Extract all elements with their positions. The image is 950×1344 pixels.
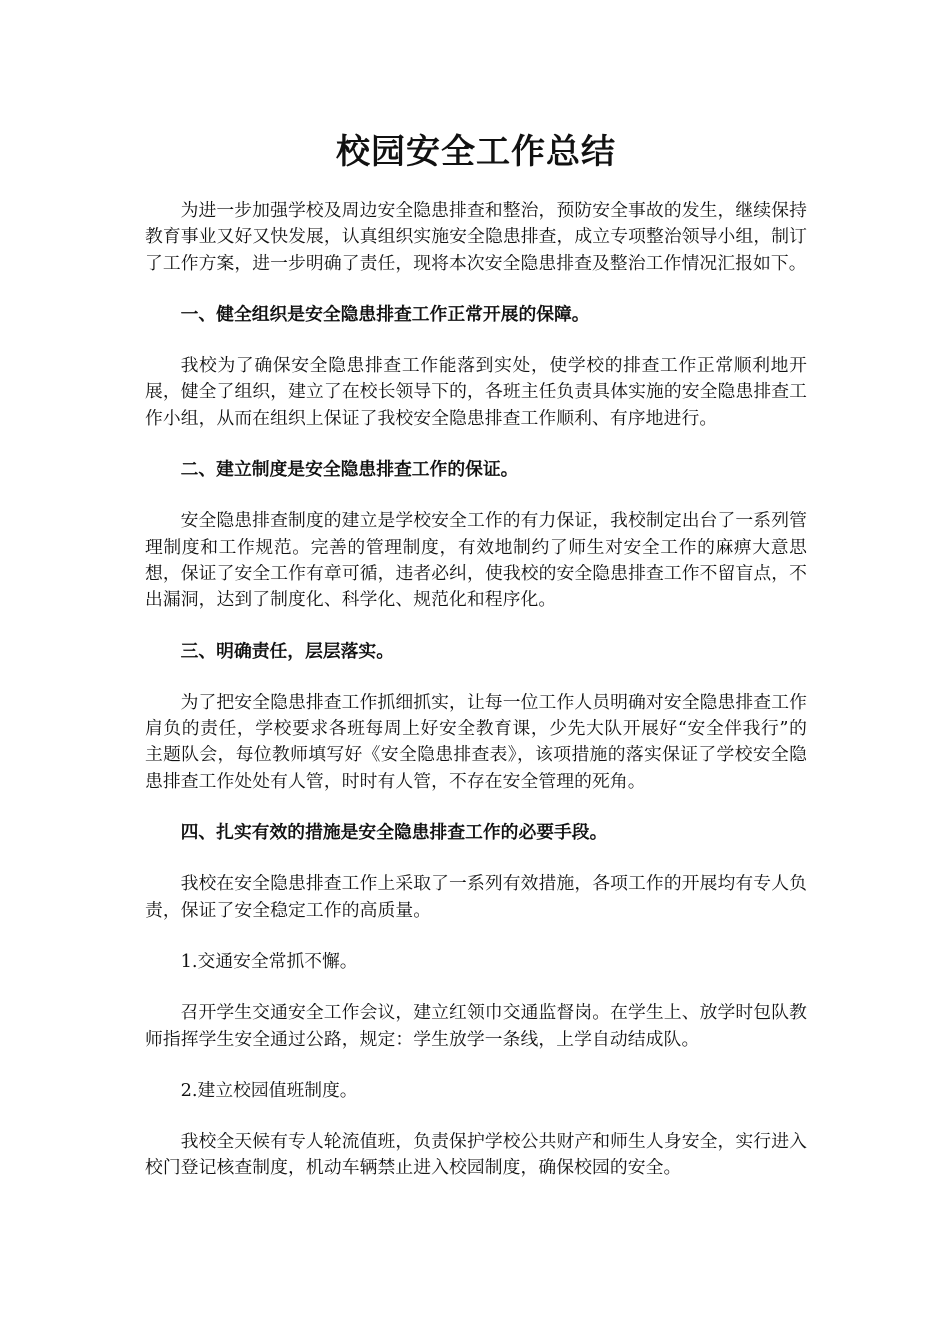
section-heading-2: 二、建立制度是安全隐患排查工作的保证。 [180, 459, 519, 481]
section-heading-3: 三、明确责任，层层落实。 [180, 640, 394, 662]
section-body-4: 我校在安全隐患排查工作上采取了一系列有效措施，各项工作的开展均有专人负责，保证了安全稳定工作的高质量。 [145, 873, 807, 921]
section-body-1: 我校为了确保安全隐患排查工作能落到实处，使学校的排查工作正常顺利地开展，健全了组织，建立了在校长领导下的，各班主任负责具体实施的安全隐患排查工作小组，从而在组织上保证了我校安全隐患排查工作顺利、有序地进行。 [145, 355, 807, 429]
section-heading-1: 一、健全组织是安全隐患排查工作正常开展的保障。 [180, 303, 590, 325]
item-label-1: 1.交通安全常抓不懈。 [180, 950, 358, 972]
item-body-2: 我校全天候有专人轮流值班，负责保护学校公共财产和师生人身安全，实行进入校门登记核查制度，机动车辆禁止进入校园制度，确保校园的安全。 [145, 1131, 807, 1179]
document-page [145, 128, 807, 1207]
item-label-2: 2.建立校园值班制度。 [180, 1079, 358, 1101]
section-body-2: 安全隐患排查制度的建立是学校安全工作的有力保证，我校制定出台了一系列管理制度和工作规范。完善的管理制度，有效地制约了师生对安全工作的麻痹大意思想，保证了安全工作有章可循，违者必纠，使我校的安全隐患排查工作不留盲点，不出漏洞，达到了制度化、科学化、规范化和程序化。 [145, 510, 807, 611]
document-title: 校园安全工作总结 [336, 132, 616, 172]
intro-paragraph: 为进一步加强学校及周边安全隐患排查和整治，预防安全事故的发生，继续保持教育事业又好又快发展，认真组织实施安全隐患排查，成立专项整治领导小组，制订了工作方案，进一步明确了责任，现将本次安全隐患排查及整治工作情况汇报如下。 [145, 200, 807, 274]
section-body-3: 为了把安全隐患排查工作抓细抓实，让每一位工作人员明确对安全隐患排查工作肩负的责任，学校要求各班每周上好安全教育课，少先大队开展好“安全伴我行”的主题队会，每位教师填写好《安全隐患排查表》，该项措施的落实保证了学校安全隐患排查工作处处有人管，时时有人管，不存在安全管理的死角。 [145, 691, 807, 792]
item-body-1: 召开学生交通安全工作会议，建立红领巾交通监督岗。在学生上、放学时包队教师指挥学生安全通过公路，规定：学生放学一条线，上学自动结成队。 [145, 1002, 807, 1050]
section-heading-4: 四、扎实有效的措施是安全隐患排查工作的必要手段。 [180, 822, 608, 844]
